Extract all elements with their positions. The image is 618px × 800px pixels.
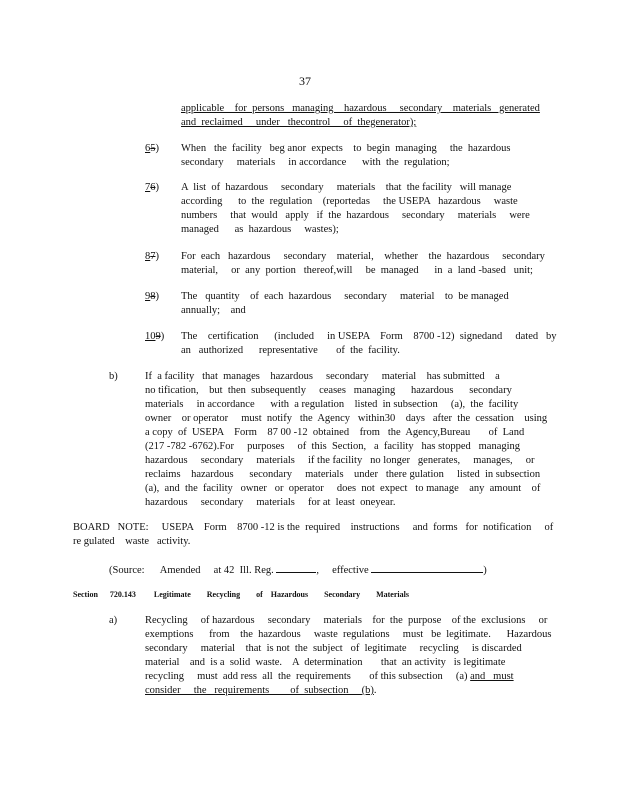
- item-text-line: For each hazardous secondary material, whether the hazardous secondary: [181, 251, 545, 262]
- item-text-line: The quantity of each hazardous secondary material to be managed: [181, 291, 509, 302]
- item-number: 87): [145, 251, 159, 262]
- subsection-b-line: If a facility that manages hazardous secondary material has submitted a: [145, 371, 500, 382]
- subsection-a-line: recycling must add ress all the requirements of this subsection (a) and must: [145, 671, 514, 682]
- item-text-line: numbers that would apply if the hazardous secondary materials were: [181, 210, 530, 221]
- item-text-line: A list of hazardous secondary materials that the facility will manage: [181, 182, 512, 193]
- board-note-line: re gulated waste activity.: [73, 536, 191, 547]
- item-text-line: according to the regulation (reportedas the USEPA hazardous waste: [181, 196, 518, 207]
- subsection-b-line: (217 -782 -6762).For purposes of this Section, a facility has stopped managing: [145, 441, 521, 452]
- subsection-b-label: b): [109, 371, 118, 382]
- item-number: 109): [145, 331, 165, 342]
- continuation-line-2: and reclaimed under thecontrol of thegenerator);: [181, 117, 417, 128]
- item-text-line: an authorized representative of the facility.: [181, 345, 400, 356]
- subsection-b-line: reclaims hazardous secondary materials under there gulation listed in subsection: [145, 469, 541, 480]
- subsection-b-line: hazardous secondary materials for at least oneyear.: [145, 497, 396, 508]
- source-note: (Source: Amended at 42 Ill. Reg. , effective ): [109, 562, 487, 577]
- section-label: Section: [73, 590, 98, 599]
- subsection-b-line: a copy of USEPA Form 87 00 -12 obtained from the Agency,Bureau of Land: [145, 427, 525, 438]
- board-note-line: BOARD NOTE: USEPA Form 8700 -12 is the required instructions and forms for notification of: [73, 522, 554, 533]
- item-text-line: The certification (included in USEPA Form 8700 -12) signedand dated by: [181, 331, 557, 342]
- subsection-a-label: a): [109, 615, 118, 626]
- subsection-b-line: hazardous secondary materials if the facility no longer generates, manages, or: [145, 455, 535, 466]
- subsection-b-line: materials in accordance with a regulation listed in subsection (a), the facility: [145, 399, 519, 410]
- section-number: 720.143: [109, 590, 136, 599]
- item-number: 98): [145, 291, 159, 302]
- subsection-b-line: (a), and the facility owner or operator does not expect to manage any amount of: [145, 483, 541, 494]
- subsection-a-line: secondary material that is not the subject of legitimate recycling is discarded: [145, 643, 522, 654]
- item-text-line: managed as hazardous wastes);: [181, 224, 339, 235]
- subsection-a-line: consider the requirements of subsection (b).: [145, 685, 377, 696]
- section-heading: [73, 588, 409, 601]
- item-text-line: When the facility beg anor expects to begin managing the hazardous: [181, 143, 511, 154]
- continuation-line-1: applicable for persons managing hazardous secondary materials generated: [181, 103, 540, 114]
- subsection-b-line: no tification, but then subsequently ceases managing hazardous secondary: [145, 385, 512, 396]
- item-text-line: material, or any portion thereof,will be managed in a land -based unit;: [181, 265, 533, 276]
- subsection-b-line: owner or operator must notify the Agency within30 days after the cessation using: [145, 413, 548, 424]
- item-number: 76): [145, 182, 159, 193]
- item-text-line: annually; and: [181, 305, 246, 316]
- section-title: Legitimate Recycling of Hazardous Secondary Materials: [153, 590, 409, 599]
- page-number: 37: [299, 74, 311, 88]
- subsection-a-line: exemptions from the hazardous waste regulations must be legitimate. Hazardous: [145, 629, 552, 640]
- subsection-a-line: material and is a solid waste. A determination that an activity is legitimate: [145, 657, 506, 668]
- item-number: 65): [145, 143, 159, 154]
- item-text-line: secondary materials in accordance with the regulation;: [181, 157, 450, 168]
- subsection-a-line: Recycling of hazardous secondary materials for the purpose of the exclusions or: [145, 615, 548, 626]
